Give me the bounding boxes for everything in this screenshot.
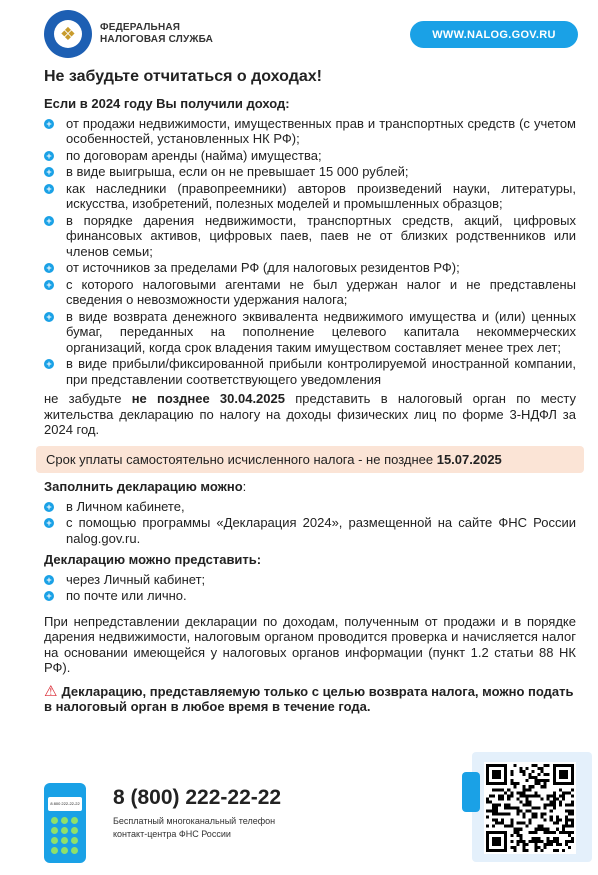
page-title: Не забудьте отчитаться о доходах! xyxy=(44,68,322,85)
plus-bullet-icon: + xyxy=(44,184,54,194)
hotline-description xyxy=(113,815,275,841)
keypad-icon xyxy=(51,817,81,854)
hotline-desc-line1: Бесплатный многоканальный телефон xyxy=(113,816,276,826)
submit-heading: Декларацию можно представить: xyxy=(44,552,262,567)
fill-item xyxy=(44,499,576,515)
income-item-text: от источников за пределами РФ (для налоговых резидентов РФ); xyxy=(66,260,460,275)
plus-bullet-icon: + xyxy=(44,119,54,129)
warning-triangle-icon: ⚠ xyxy=(44,681,58,700)
plus-bullet-icon: + xyxy=(44,591,54,601)
declaration-deadline-text xyxy=(44,391,576,438)
submit-item-text: по почте или лично. xyxy=(66,588,187,603)
org-name-line2: НАЛОГОВАЯ СЛУЖБА xyxy=(100,34,214,45)
plus-bullet-icon: + xyxy=(44,518,54,528)
phone-illustration xyxy=(44,783,86,863)
income-item xyxy=(44,164,576,180)
plus-bullet-icon: + xyxy=(44,167,54,177)
income-item xyxy=(44,260,576,276)
income-item xyxy=(44,309,576,356)
fill-list xyxy=(44,499,576,547)
plus-bullet-icon: + xyxy=(44,575,54,585)
fill-heading-text: Заполнить декларацию можно xyxy=(44,479,243,494)
fill-item-text: в Личном кабинете, xyxy=(66,498,185,514)
plus-bullet-icon: + xyxy=(44,216,54,226)
income-item-text: как наследники (правопреемники) авторов произведений науки, литературы, искусства, изобретений, полезных моделей и промышленных образцов; xyxy=(66,180,576,211)
hotline-desc-line2: контакт-центра ФНС России xyxy=(113,829,231,839)
income-item xyxy=(44,277,576,308)
plus-bullet-icon: + xyxy=(44,151,54,161)
hotline-number: 8 (800) 222-22-22 xyxy=(113,786,282,809)
submit-item-text: через Личный кабинет; xyxy=(66,571,206,587)
phone-screen-number: 8 800 222-22-22 xyxy=(48,797,82,811)
fill-item-text: с помощью программы «Декларация 2024», размещенной на сайте ФНС России nalog.gov.ru. xyxy=(66,515,576,546)
income-item-text: от продажи недвижимости, имущественных прав и транспортных средств (с учетом особенностей, установленных НК РФ); xyxy=(66,115,576,146)
submit-list xyxy=(44,572,576,604)
income-heading: Если в 2024 году Вы получили доход: xyxy=(44,96,290,111)
plus-bullet-icon: + xyxy=(44,280,54,290)
qr-code[interactable] xyxy=(484,762,576,854)
plus-bullet-icon: + xyxy=(44,502,54,512)
income-item-text: в виде прибыли/фиксированной прибыли контролируемой иностранной компании, при представлении соответствующего уведомления xyxy=(66,356,576,387)
income-item-text: в порядке дарения недвижимости, транспортных средств, акций, цифровых финансовых активов, цифровых паев, паев не от близких родственников или членов семьи; xyxy=(66,212,576,259)
income-item xyxy=(44,148,576,164)
non-submission-text: При непредставлении декларации по доходам, полученным от продажи и в порядке дарения недвижимости, налоговым органом проводится проверка и начисляется налог на основании имеющейся у налоговых органов информации (пункт 1.2 статьи 88 НК РФ). xyxy=(44,613,576,675)
warning-text: Декларацию, представляемую только с целью возврата налога, можно подать в налоговый орган в любое время в течение года. xyxy=(44,683,574,714)
fill-item xyxy=(44,515,576,546)
income-item xyxy=(44,116,576,147)
header xyxy=(0,0,598,62)
warning-note xyxy=(44,681,576,715)
income-item xyxy=(44,213,576,260)
income-list xyxy=(44,116,576,388)
income-item-text: в виде возврата денежного эквивалента недвижимого имущества и (или) ценных бумаг, переданных на пополнение целевого капитала некоммерческих организаций, когда срок владения таким имуществом составляет менее трех лет; xyxy=(66,308,576,355)
income-item-text: с которого налоговыми агентами не был удержан налог и не представлены сведения о невозможности удержания налога; xyxy=(66,276,576,307)
payment-deadline-box xyxy=(36,446,584,474)
deadline-pre: не забудьте xyxy=(44,391,132,406)
org-name-line1: ФЕДЕРАЛЬНАЯ xyxy=(100,22,181,33)
deadline-post: представить в налоговый орган по месту жительства декларацию по налогу на доходы физических лиц по форме 3-НДФЛ за 2024 год. xyxy=(44,391,576,437)
plus-bullet-icon: + xyxy=(44,263,54,273)
phone-graphic-icon xyxy=(462,772,480,812)
plus-bullet-icon: + xyxy=(44,359,54,369)
fns-logo xyxy=(44,10,92,58)
qr-block xyxy=(462,752,592,872)
income-item xyxy=(44,181,576,212)
submit-item xyxy=(44,588,576,604)
income-item-text: в виде выигрыша, если он не превышает 15 000 рублей; xyxy=(66,164,409,179)
income-item xyxy=(44,356,576,387)
main-content xyxy=(44,96,576,715)
fill-heading-colon: : xyxy=(242,479,247,494)
org-name xyxy=(100,22,213,46)
payment-deadline-text: Срок уплаты самостоятельно исчисленного налога - не позднее xyxy=(46,451,437,467)
deadline-date: не позднее 30.04.2025 xyxy=(131,391,285,406)
submit-item xyxy=(44,572,576,588)
fill-heading xyxy=(44,479,576,495)
tax-service-emblem-icon: ❖ xyxy=(54,20,82,48)
income-item-text: по договорам аренды (найма) имущества; xyxy=(66,147,322,163)
website-link[interactable]: WWW.NALOG.GOV.RU xyxy=(410,21,578,48)
plus-bullet-icon: + xyxy=(44,312,54,322)
payment-deadline-date: 15.07.2025 xyxy=(436,451,502,467)
